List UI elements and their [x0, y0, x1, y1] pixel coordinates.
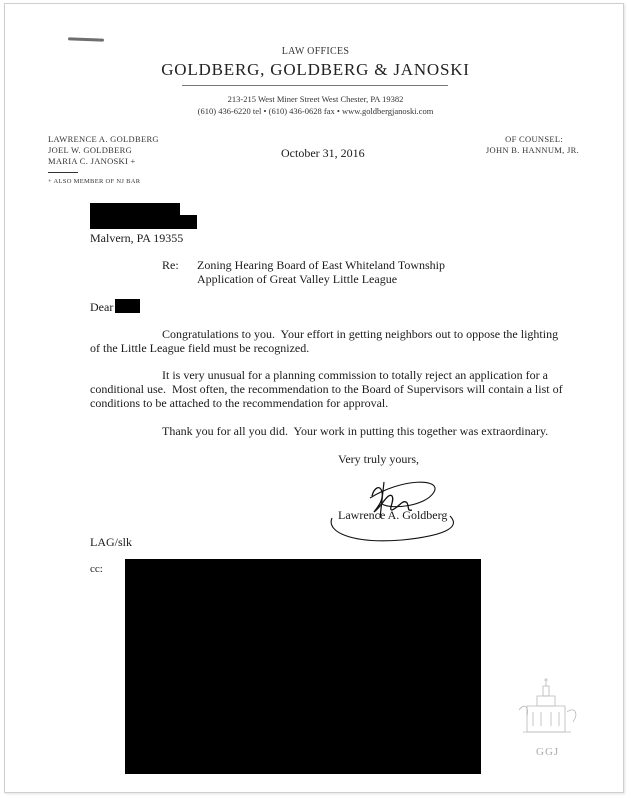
firm-logo-text: GGJ: [536, 746, 560, 758]
redacted-recipient: [115, 299, 140, 313]
partner-name: MARIA C. JANOSKI +: [48, 156, 136, 166]
firm-logo-icon: [515, 672, 585, 742]
firm-contact: (610) 436-6220 tel • (610) 436-0628 fax • www.goldbergjanoski.com: [197, 106, 434, 116]
body-line: conditional use. Most often, the recommendation to the Board of Supervisors will contain a list of: [90, 382, 563, 396]
body-line: Congratulations to you. Your effort in getting neighbors out to oppose the lighting: [162, 327, 559, 341]
re-label: Re:: [162, 258, 179, 272]
redacted-cc-block: [125, 559, 481, 774]
body-line: conditions to be attached to the recommendation for approval.: [90, 396, 389, 410]
salutation: Dear: [90, 300, 114, 314]
re-line: Application of Great Valley Little League: [197, 272, 398, 286]
body-line: Thank you for all you did. Your work in putting this together was extraordinary.: [162, 424, 549, 438]
letter-date: October 31, 2016: [281, 146, 365, 160]
letterhead-label: LAW OFFICES: [281, 46, 350, 57]
address-city: Malvern, PA 19355: [90, 231, 184, 245]
firm-address: 213-215 West Miner Street West Chester, PA 19382: [227, 94, 404, 104]
nj-bar-note: + ALSO MEMBER OF NJ BAR: [48, 178, 141, 185]
signer-name: Lawrence A. Goldberg: [338, 508, 448, 522]
of-counsel-name: JOHN B. HANNUM, JR.: [485, 145, 579, 155]
typist-initials: LAG/slk: [90, 535, 132, 549]
closing: Very truly yours,: [338, 452, 419, 466]
body-line: It is very unusual for a planning commission to totally reject an application for a: [162, 368, 548, 382]
partners-rule: [48, 172, 78, 173]
cc-label: cc:: [90, 563, 103, 575]
of-counsel-label: OF COUNSEL:: [505, 134, 563, 144]
redacted-street: [90, 215, 197, 229]
body-line: of the Little League field must be recognized.: [90, 341, 310, 355]
partner-name: LAWRENCE A. GOLDBERG: [48, 134, 159, 144]
firm-name: GOLDBERG, GOLDBERG & JANOSKI: [161, 60, 470, 79]
re-line: Zoning Hearing Board of East Whiteland Township: [197, 258, 446, 272]
letterhead-rule: [182, 85, 448, 86]
partner-name: JOEL W. GOLDBERG: [48, 145, 133, 155]
